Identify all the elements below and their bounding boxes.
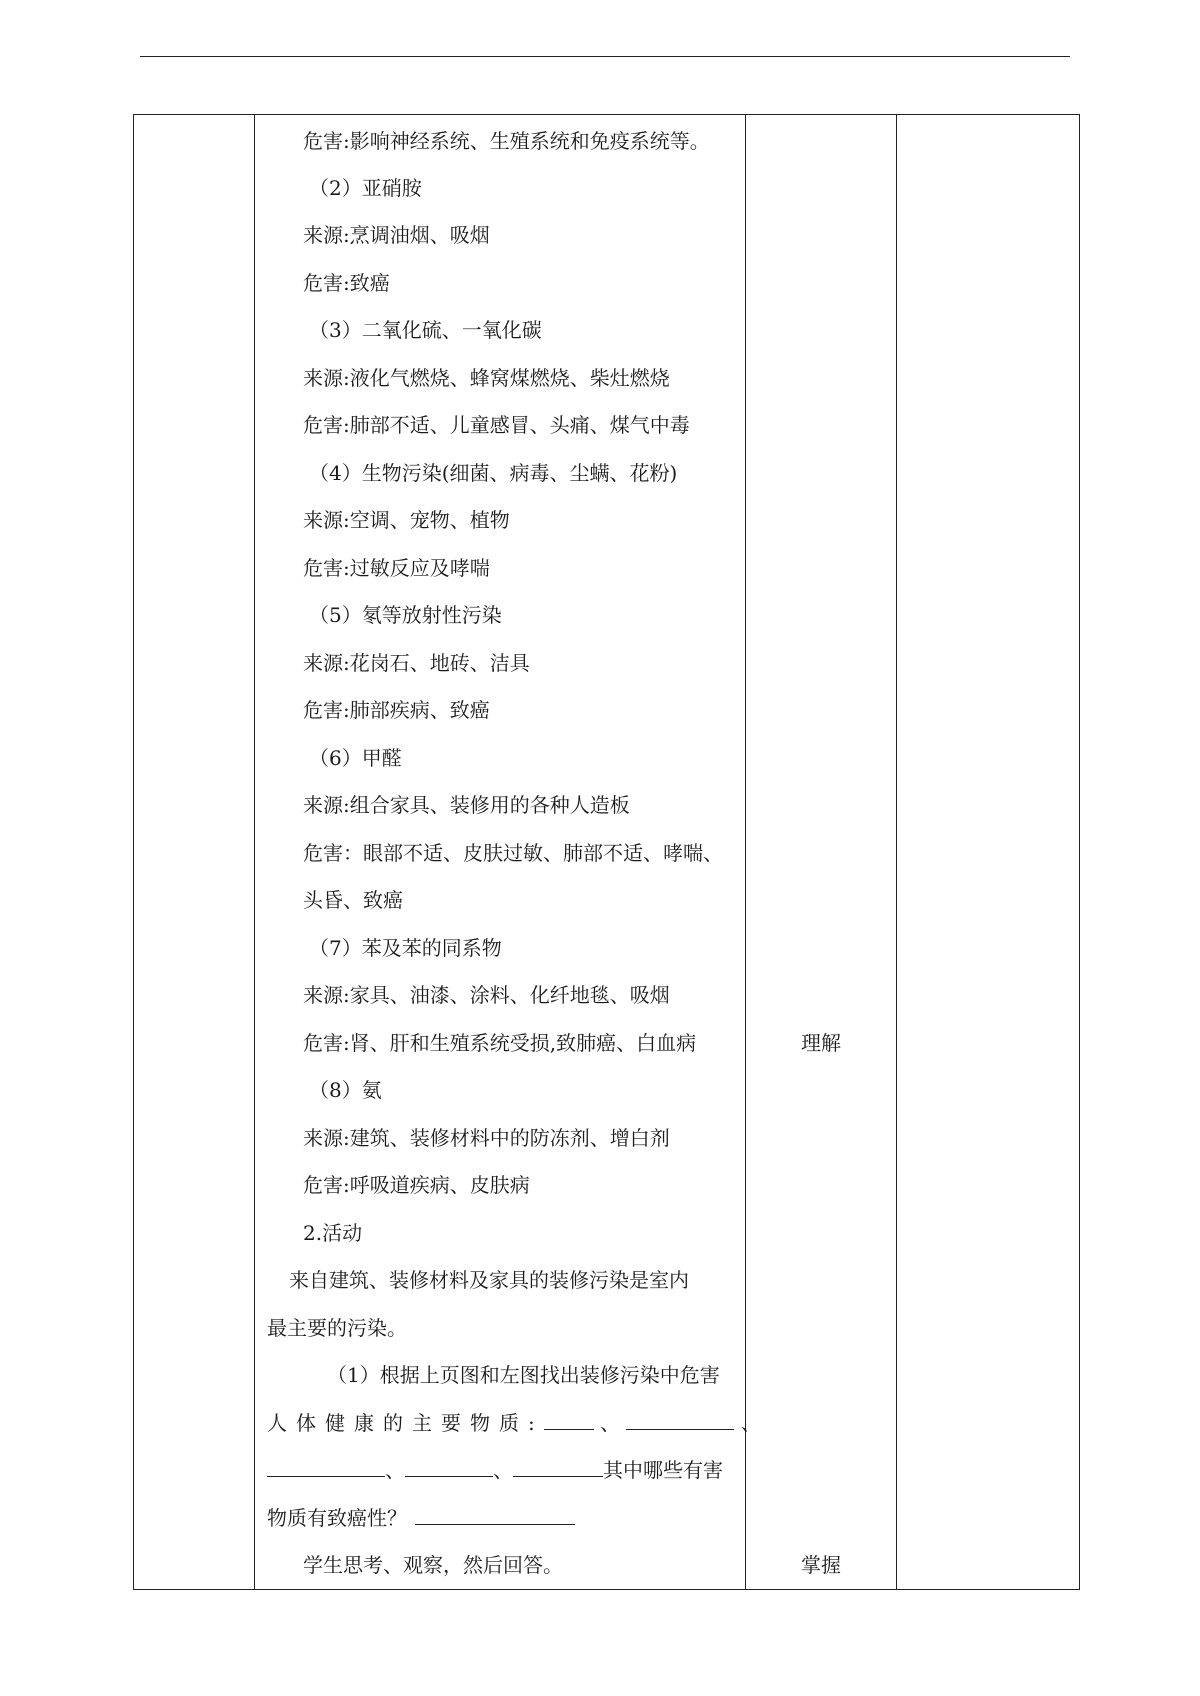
text-line: 来源:空调、宠物、植物	[303, 508, 510, 532]
text-line: 危害:影响神经系统、生殖系统和免疫系统等。	[303, 129, 710, 153]
text-line: （2）亚硝胺	[309, 176, 422, 200]
text-line: 最主要的污染。	[267, 1316, 407, 1340]
text-line: 危害:肺部不适、儿童感冒、头痛、煤气中毒	[303, 413, 690, 437]
answer-blank[interactable]	[544, 1409, 594, 1430]
answer-blank[interactable]	[405, 1456, 493, 1477]
question-line: 、 、 其中哪些有害	[267, 1456, 723, 1484]
text-line: 来源:液化气燃烧、蜂窝煤燃烧、柴灶燃烧	[303, 366, 670, 390]
level-master: 掌握	[801, 1553, 841, 1577]
table-cell-content	[255, 115, 761, 1590]
text-line: （6）甲醛	[309, 746, 402, 770]
text-line: 危害：眼部不适、皮肤过敏、肺部不适、哮喘、	[303, 841, 723, 865]
text-line: 来自建筑、装修材料及家具的装修污染是室内	[289, 1268, 689, 1292]
text-line: 来源:花岗石、地砖、洁具	[303, 651, 530, 675]
text-line: 来源:烹调油烟、吸烟	[303, 223, 490, 247]
text-line: 来源:组合家具、装修用的各种人造板	[303, 793, 630, 817]
answer-blank[interactable]	[513, 1456, 603, 1477]
answer-blank[interactable]	[626, 1409, 734, 1430]
text-line: （8）氨	[309, 1078, 382, 1102]
text-line: （1）根据上页图和左图找出装修污染中危害	[327, 1363, 720, 1387]
table-cell-level	[746, 115, 897, 1590]
text-line: 人体健康的主要物质:	[267, 1411, 544, 1435]
text-line: 来源:建筑、装修材料中的防冻剂、增白剂	[303, 1126, 670, 1150]
table-cell-empty-left	[134, 115, 255, 1590]
text-line: 危害:肾、肝和生殖系统受损,致肺癌、白血病	[303, 1031, 697, 1055]
text-line: （5）氡等放射性污染	[309, 603, 502, 627]
text-line: （7）苯及苯的同系物	[309, 936, 502, 960]
text-line: 其中哪些有害	[603, 1458, 723, 1482]
lesson-table	[133, 114, 1080, 1590]
text-line: 2.活动	[303, 1221, 363, 1245]
text-line: 危害:致癌	[303, 271, 390, 295]
text-line: 危害:过敏反应及哮喘	[303, 556, 490, 580]
answer-blank[interactable]	[267, 1456, 385, 1477]
question-line: 人体健康的主要物质: 、 、	[267, 1411, 761, 1435]
table-cell-empty-right	[897, 115, 1080, 1590]
text-line: 物质有致癌性？	[267, 1506, 407, 1530]
text-line: 危害:呼吸道疾病、皮肤病	[303, 1173, 530, 1197]
text-line: 危害:肺部疾病、致癌	[303, 698, 490, 722]
text-line: （3）二氧化硫、一氧化碳	[309, 318, 542, 342]
text-line: （4）生物污染(细菌、病毒、尘螨、花粉)	[309, 461, 678, 485]
text-line: 头昏、致癌	[303, 888, 403, 912]
text-line: 来源:家具、油漆、涂料、化纤地毯、吸烟	[303, 983, 670, 1007]
header-rule	[140, 56, 1070, 57]
level-understand: 理解	[801, 1031, 841, 1055]
question-line	[267, 1504, 575, 1532]
text-line: 学生思考、观察，然后回答。	[303, 1553, 563, 1577]
answer-blank[interactable]	[415, 1504, 575, 1525]
